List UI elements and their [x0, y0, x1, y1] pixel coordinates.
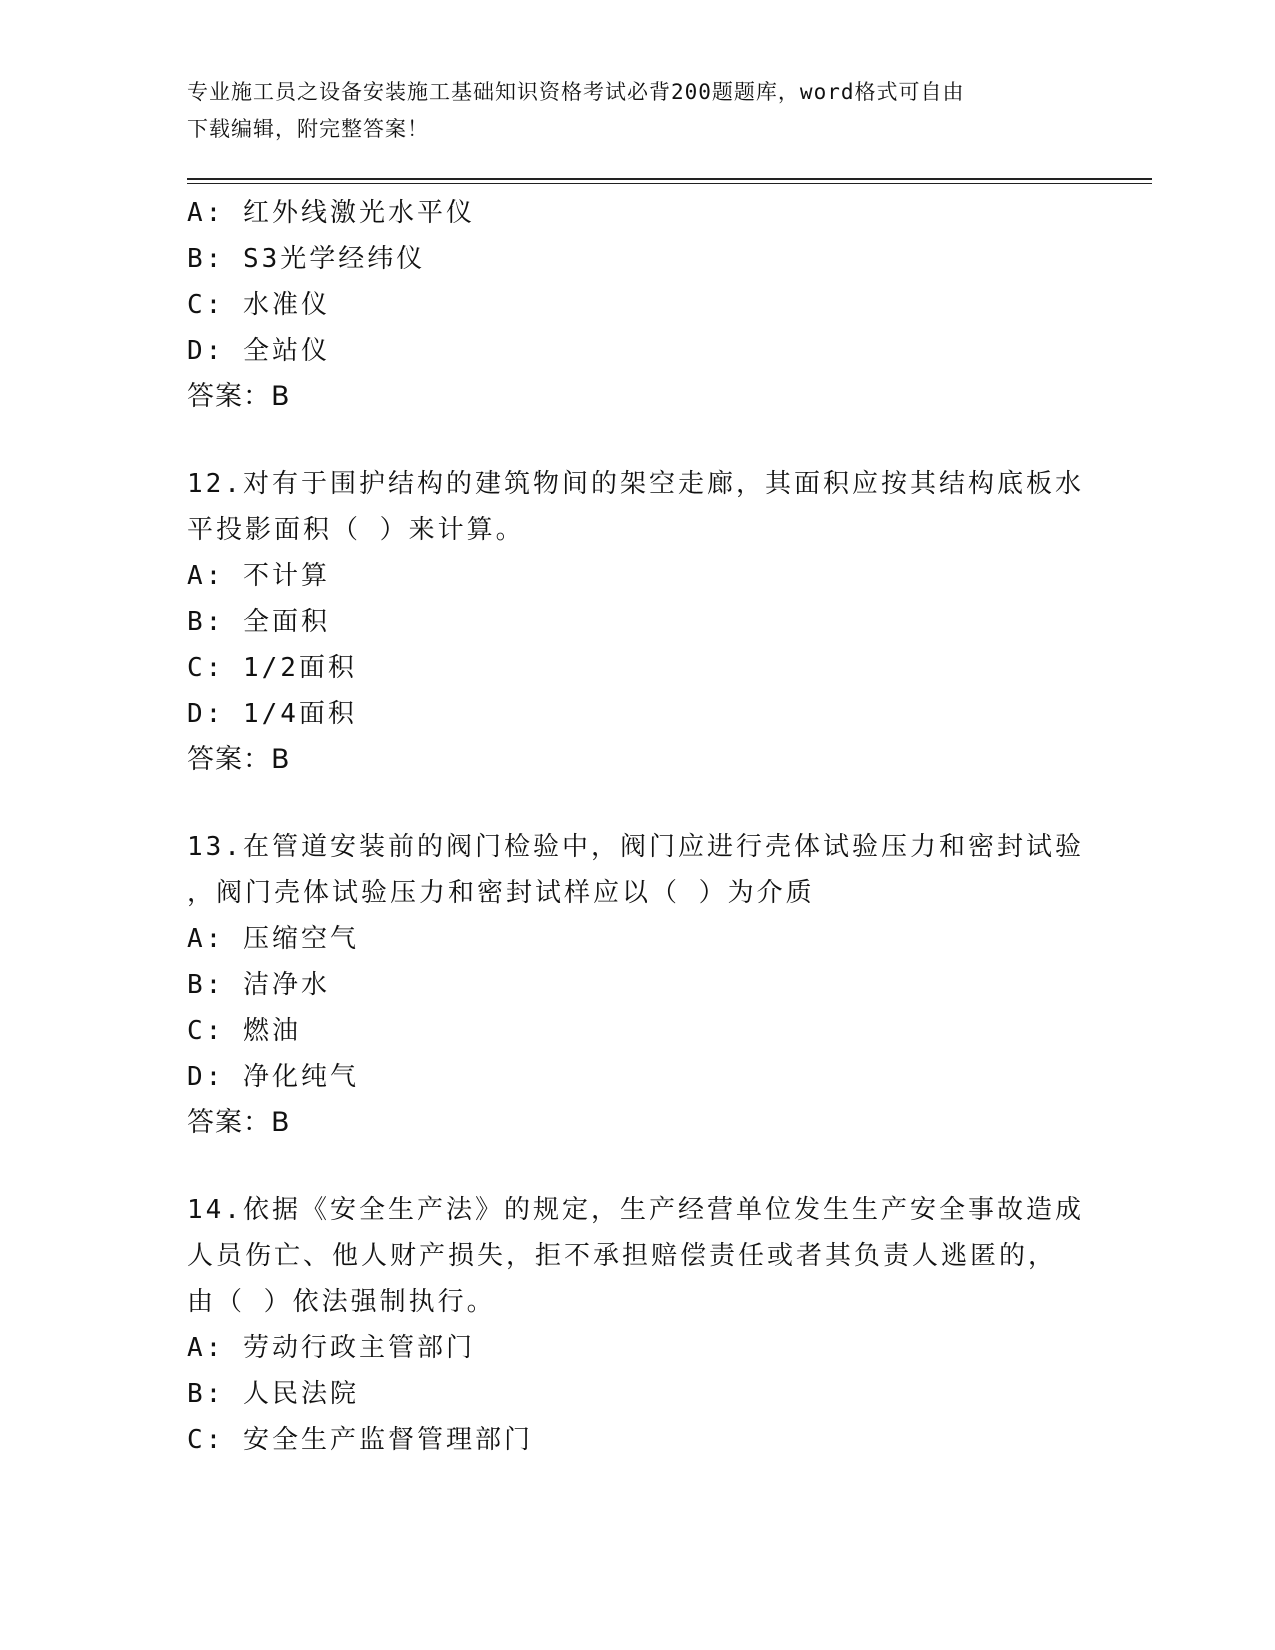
header-divider-thick: [187, 178, 1152, 180]
option-a: A: 红外线激光水平仪: [187, 198, 475, 228]
answer-line: 答案：B: [187, 1107, 291, 1138]
question-text-line: 由（ ）依法强制执行。: [187, 1287, 496, 1317]
question-text-line: ，阀门壳体试验压力和密封试样应以（ ）为介质: [187, 878, 815, 908]
question-13: [187, 824, 1087, 1146]
option-c: C: 1/2面积: [187, 653, 357, 683]
option-b: B: S3光学经纬仪: [187, 244, 426, 274]
option-b: B: 全面积: [187, 607, 330, 637]
option-b: B: 洁净水: [187, 970, 330, 1000]
option-a: A: 压缩空气: [187, 924, 359, 954]
question-spacer: [187, 783, 1087, 824]
question-12: [187, 461, 1087, 783]
option-d: D: 1/4面积: [187, 699, 357, 729]
document-header: [187, 74, 1087, 148]
question-text-line: 13.在管道安装前的阀门检验中，阀门应进行壳体试验压力和密封试验: [187, 832, 1084, 862]
answer-line: 答案：B: [187, 744, 291, 775]
question-text-line: 12.对有于围护结构的建筑物间的架空走廊，其面积应按其结构底板水: [187, 469, 1084, 499]
option-b: B: 人民法院: [187, 1379, 359, 1409]
option-a: A: 不计算: [187, 561, 330, 591]
question-11: [187, 190, 1087, 420]
option-d: D: 全站仪: [187, 336, 330, 366]
question-14: [187, 1187, 1087, 1463]
question-spacer: [187, 420, 1087, 461]
question-spacer: [187, 1146, 1087, 1187]
header-line-2: 下载编辑，附完整答案！: [187, 117, 429, 141]
option-a: A: 劳动行政主管部门: [187, 1333, 475, 1363]
option-d: D: 净化纯气: [187, 1062, 359, 1092]
question-text-line: 人员伤亡、他人财产损失，拒不承担赔偿责任或者其负责人逃匿的，: [187, 1241, 1058, 1271]
option-c: C: 水准仪: [187, 290, 330, 320]
option-c: C: 安全生产监督管理部门: [187, 1425, 533, 1455]
question-text-line: 14.依据《安全生产法》的规定，生产经营单位发生生产安全事故造成: [187, 1195, 1084, 1225]
header-divider-thin: [187, 183, 1152, 184]
question-list: [187, 190, 1087, 1463]
option-c: C: 燃油: [187, 1016, 301, 1046]
question-text-line: 平投影面积（ ）来计算。: [187, 515, 525, 545]
header-line-1: 专业施工员之设备安装施工基础知识资格考试必背200题题库，word格式可自由: [187, 80, 965, 104]
answer-line: 答案：B: [187, 381, 291, 412]
